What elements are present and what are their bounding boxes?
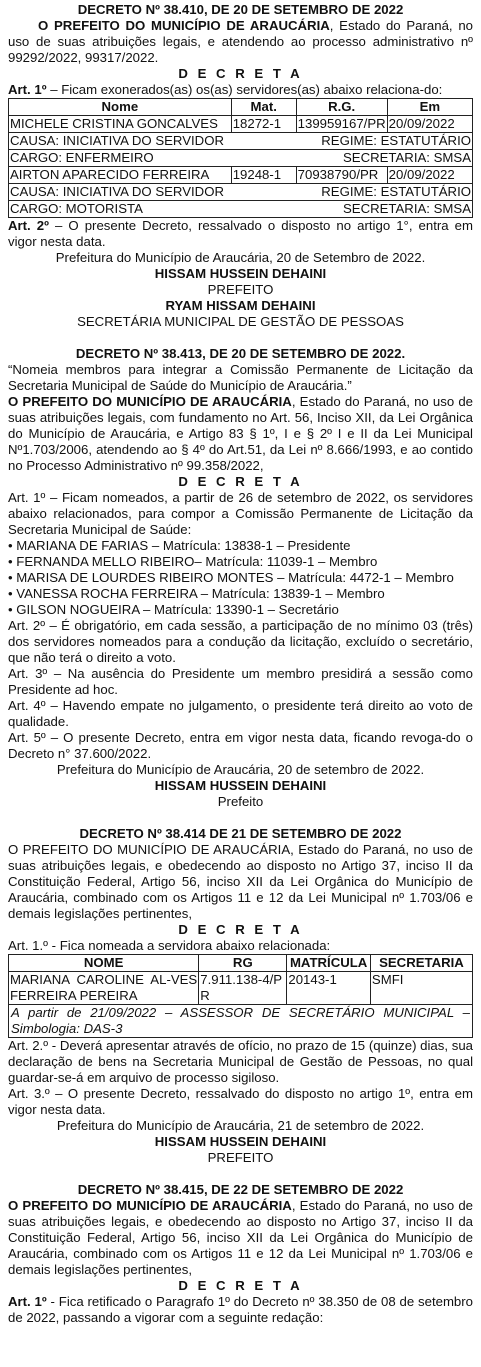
decree-38413-art2: Art. 2º – É obrigatório, em cada sessão, a participação de no mínimo 03 (três) dos servidores nomeados para a condução da licitação, excluído o secretário, que não terá o direito a voto. (8, 618, 473, 665)
signer-role: SECRETÁRIA MUNICIPAL DE GESTÃO DE PESSOAS (77, 314, 404, 329)
signer-role: Prefeito (217, 794, 264, 809)
col-header-nome: NOME (9, 955, 199, 972)
exoneration-table: Nome Mat. R.G. Em MICHELE CRISTINA GONCALVES 18272-1 139959167/PR 20/09/2022 CAUSA: INICIATIVA DO SERVIDOR REGIME: ESTATUTÁRIO CARGO: ENFERMEIRO SECRETARIA: SMSA AIRTON APARECIDO FERREIRA 19248-1 70938790/PR 20/09/2022 CAUSA: INICIATIVA DO SERVIDOR REGIME: ESTATUTÁRIO CARGO: MOTORISTA SECRETARIA: SMSA (10, 99, 471, 216)
decree-38410-art1: Art. 1º – Ficam exonerados(as) os(as) servidores(as) abaixo relaciona-do: (8, 82, 443, 97)
decree-38414-intro: O PREFEITO DO MUNICÍPIO DE ARAUCÁRIA, Estado do Paraná, no uso de suas atribuições legais, e obedecendo ao disposto no Artigo 37, inciso II da Constituição Federal, Artigo 56, inciso XII da Lei Orgânica do Município de Araucária, combinado com os Artigos 11 e 12 da Lei Municipal nº 1.703/06 e demais legislações pertinentes, (8, 842, 473, 921)
decreta-heading: D E C R E T A (178, 1278, 303, 1293)
decree-38410-art2: Art. 2º – O presente Decreto, ressalvado o disposto no artigo 1°, entra em vigor nesta data. (8, 218, 473, 249)
decree-38414-art3: Art. 3.º – O presente Decreto, ressalvado do disposto no artigo 1º, entra em vigor nesta data. (8, 1086, 473, 1117)
list-item: • GILSON NOGUEIRA – Matrícula: 13390-1 – Secretário (8, 602, 339, 617)
signer-role: PREFEITO (207, 1150, 274, 1165)
place-date: Prefeitura do Município de Araucária, 20 de Setembro de 2022. (55, 250, 426, 265)
list-item: • VANESSA ROCHA FERREIRA – Matrícula: 13839-1 – Membro (8, 586, 385, 601)
decree-38414-art2: Art. 2.º - Deverá apresentar através de ofício, no prazo de 15 (quinze) dias, sua declaração de bens na Secretaria Municipal de Gestão de Pessoas, no qual guardar-se-á em arquivo de processo sigiloso. (8, 1038, 473, 1085)
place-date: Prefeitura do Município de Araucária, 21 de setembro de 2022. (56, 1118, 425, 1133)
decree-38410-intro: O PREFEITO DO MUNICÍPIO DE ARAUCÁRIA, Estado do Paraná, no uso de suas atribuições legais, e atendendo ao processo administrativo nº 99292/2022, 99317/2022. (8, 18, 473, 65)
col-header-secretaria: SECRETARIA (370, 955, 472, 972)
decreta-heading: D E C R E T A (178, 922, 303, 937)
col-header-mat: Mat. (231, 99, 296, 116)
decree-38415-art1: Art. 1º - Fica retificado o Paragrafo 1º do Decreto nº 38.350 de 08 de setembro de 2022, passando a vigorar com a seguinte redação: (8, 1294, 473, 1325)
signer-name: RYAM HISSAM DEHAINI (165, 298, 316, 313)
decree-38414-title: DECRETO Nº 38.414 DE 21 DE SETEMBRO DE 2022 (79, 826, 402, 841)
decree-38415-title: DECRETO Nº 38.415, DE 22 DE SETEMBRO DE 2022 (77, 1182, 404, 1197)
col-header-rg: R.G. (296, 99, 387, 116)
decree-38413-ementa: “Nomeia membros para integrar a Comissão Permanente de Licitação da Secretaria Municipal de Saúde do Município de Araucária.” (8, 362, 473, 393)
signer-name: HISSAM HUSSEIN DEHAINI (154, 266, 327, 281)
nomination-note: A partir de 21/09/2022 – ASSESSOR DE SECRETÁRIO MUNICIPAL – Simbologia: DAS-3 (8, 1005, 473, 1038)
signer-name: HISSAM HUSSEIN DEHAINI (154, 1134, 327, 1149)
col-header-matricula: MATRÍCULA (287, 955, 371, 972)
table-row: MARIANA CAROLINE AL-VES FERREIRA PEREIRA 7.911.138-4/PR 20143-1 SMFI (9, 972, 473, 1005)
table-row: MICHELE CRISTINA GONCALVES 18272-1 139959167/PR 20/09/2022 (9, 116, 473, 133)
decree-38414-art1: Art. 1.º - Fica nomeada a servidora abaixo relacionada: (8, 938, 331, 953)
list-item: • MARISA DE LOURDES RIBEIRO MONTES – Matrícula: 4472-1 – Membro (8, 570, 454, 585)
list-item: • FERNANDA MELLO RIBEIRO– Matrícula: 11039-1 – Membro (8, 554, 378, 569)
list-item: • MARIANA DE FARIAS – Matrícula: 13838-1 – Presidente (8, 538, 351, 553)
col-header-em: Em (387, 99, 472, 116)
decree-38413-intro: O PREFEITO DO MUNICÍPIO DE ARAUCÁRIA, Estado do Paraná, no uso de suas atribuições legais, com fundamento no Art. 56, Inciso XII, da Lei Orgânica do Município de Araucária, e Artigo 83 § 1º, I e § 2º I e II da Lei Municipal Nº1.703/2006, atendendo ao § 4º do Art.51, da Lei nº 8.666/1993, e ao contido no Processo Administrativo nº 99.358/2022, (8, 394, 473, 473)
signer-role: PREFEITO (207, 282, 274, 297)
decree-38415-intro: O PREFEITO DO MUNICÍPIO DE ARAUCÁRIA, Estado do Paraná, no uso de suas atribuições legais, e obedecendo ao disposto no Artigo 37, inciso II da Constituição Federal, Artigo 56, inciso XII da Lei Orgânica do Município de Araucária, combinado com os Artigos 11 e 12 da Lei Municipal nº 1.703/06 e demais legislações pertinentes, (8, 1198, 473, 1277)
decreta-heading: D E C R E T A (178, 66, 303, 81)
place-date: Prefeitura do Município de Araucária, 20 de setembro de 2022. (56, 762, 425, 777)
decree-38410-title: DECRETO Nº 38.410, DE 20 DE SETEMBRO DE 2022 (77, 2, 404, 17)
decree-38413-art5: Art. 5º – O presente Decreto, entra em vigor nesta data, ficando revoga-do o Decreto n° 37.600/2022. (8, 730, 473, 761)
decree-38413-art4: Art. 4º – Havendo empate no julgamento, o presidente terá direito ao voto de qualidade. (8, 698, 473, 729)
decree-38413-art3: Art. 3º – Na ausência do Presidente um membro presidirá a sessão como Presidente ad hoc. (8, 666, 473, 697)
decree-38413-title: DECRETO Nº 38.413, DE 20 DE SETEMBRO DE 2022. (75, 346, 406, 361)
table-row: AIRTON APARECIDO FERREIRA 19248-1 70938790/PR 20/09/2022 (9, 167, 473, 184)
nomination-table (8, 954, 473, 1005)
decreta-heading: D E C R E T A (178, 474, 303, 489)
col-header-nome: Nome (9, 99, 232, 116)
decree-38413-art1: Art. 1º – Ficam nomeados, a partir de 26 de setembro de 2022, os servidores abaixo relacionados, para compor a Comissão Permanente de Licitação da Secretaria Municipal de Saúde: (8, 490, 473, 537)
signer-name: HISSAM HUSSEIN DEHAINI (154, 778, 327, 793)
col-header-rg: RG (199, 955, 287, 972)
